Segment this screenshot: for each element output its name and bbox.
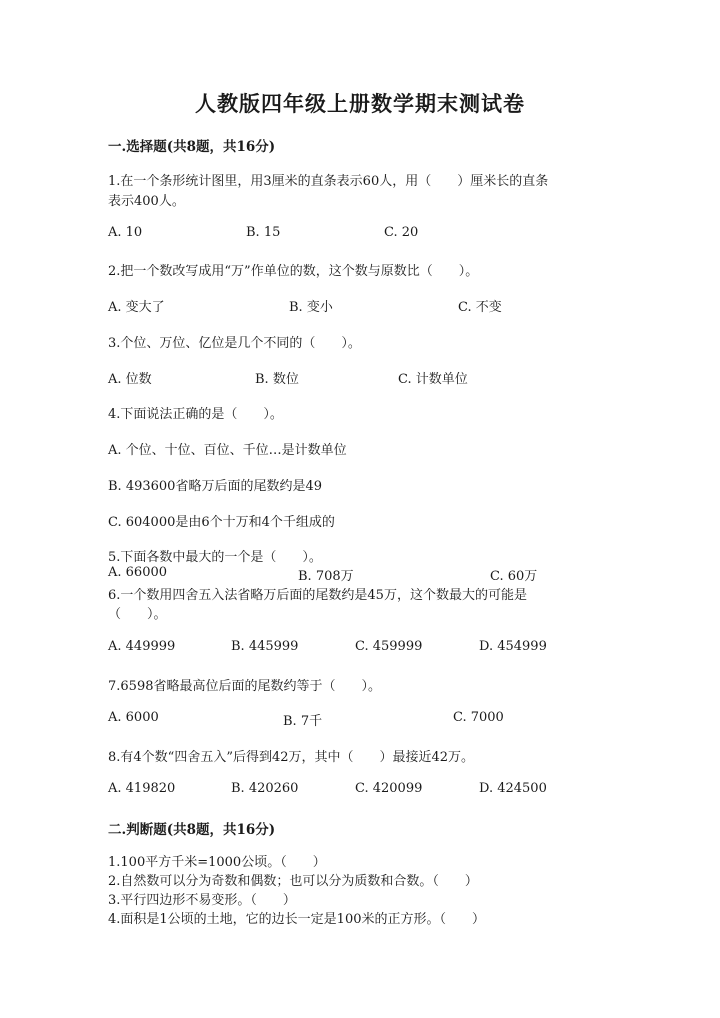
question-8: 8.有4个数“四舍五入”后得到42万，其中（ ）最接近42万。 [108, 750, 475, 765]
question-8-option-a: A. 419820 [108, 781, 176, 796]
question-8-option-d: D. 424500 [479, 781, 547, 796]
section-heading-choice: 一.选择题(共8题，共16分) [108, 139, 276, 155]
question-1-line1: 1.在一个条形统计图里，用3厘米的直条表示60人，用（ ）厘米长的直条 [108, 174, 549, 189]
question-1-option-a: A. 10 [108, 225, 143, 240]
question-6-line2: （ ）。 [108, 607, 167, 622]
question-7-option-a: A. 6000 [108, 710, 159, 725]
question-5: 5.下面各数中最大的一个是（ ）。 [108, 550, 322, 565]
question-8-option-b: B. 420260 [231, 781, 299, 796]
question-7: 7.6598省略最高位后面的尾数约等于（ ）。 [108, 679, 381, 694]
question-5-option-b: B. 708万 [298, 569, 354, 584]
question-1-option-b: B. 15 [246, 225, 281, 240]
judgment-item-1: 1.100平方千米=1000公顷。（ ） [108, 855, 326, 870]
question-3-option-a: A. 位数 [108, 372, 152, 387]
question-8-option-c: C. 420099 [355, 781, 423, 796]
question-4-option-c: C. 604000是由6个十万和4个千组成的 [108, 515, 335, 530]
section-heading-judgment: 二.判断题(共8题，共16分) [108, 822, 276, 838]
question-3-option-b: B. 数位 [255, 372, 299, 387]
question-2-option-b: B. 变小 [289, 300, 333, 315]
question-6-option-a: A. 449999 [108, 639, 176, 654]
question-6-option-b: B. 445999 [231, 639, 299, 654]
question-1-option-c: C. 20 [384, 225, 419, 240]
page-title: 人教版四年级上册数学期末测试卷 [195, 91, 525, 116]
question-6-line1: 6.一个数用四舍五入法省略万后面的尾数约是45万，这个数最大的可能是 [108, 588, 527, 603]
question-7-option-b: B. 7千 [283, 714, 323, 729]
question-5-option-a: A. 66000 [108, 565, 168, 580]
question-6-option-d: D. 454999 [479, 639, 547, 654]
question-7-option-c: C. 7000 [453, 710, 504, 725]
question-4-option-a: A. 个位、十位、百位、千位…是计数单位 [108, 443, 347, 458]
question-5-option-c: C. 60万 [490, 569, 538, 584]
question-4: 4.下面说法正确的是（ ）。 [108, 407, 283, 422]
judgment-item-2: 2.自然数可以分为奇数和偶数；也可以分为质数和合数。（ ） [108, 874, 478, 889]
question-2-option-c: C. 不变 [458, 300, 502, 315]
question-3-option-c: C. 计数单位 [398, 372, 468, 387]
question-6-option-c: C. 459999 [355, 639, 423, 654]
question-4-option-b: B. 493600省略万后面的尾数约是49 [108, 479, 322, 494]
question-2: 2.把一个数改写成用“万”作单位的数，这个数与原数比（ ）。 [108, 264, 479, 279]
question-2-option-a: A. 变大了 [108, 300, 165, 315]
question-1-line2: 表示400人。 [108, 194, 185, 209]
judgment-item-4: 4.面积是1公顷的土地，它的边长一定是100米的正方形。（ ） [108, 912, 485, 927]
judgment-item-3: 3.平行四边形不易变形。（ ） [108, 893, 296, 908]
question-3: 3.个位、万位、亿位是几个不同的（ ）。 [108, 336, 361, 351]
